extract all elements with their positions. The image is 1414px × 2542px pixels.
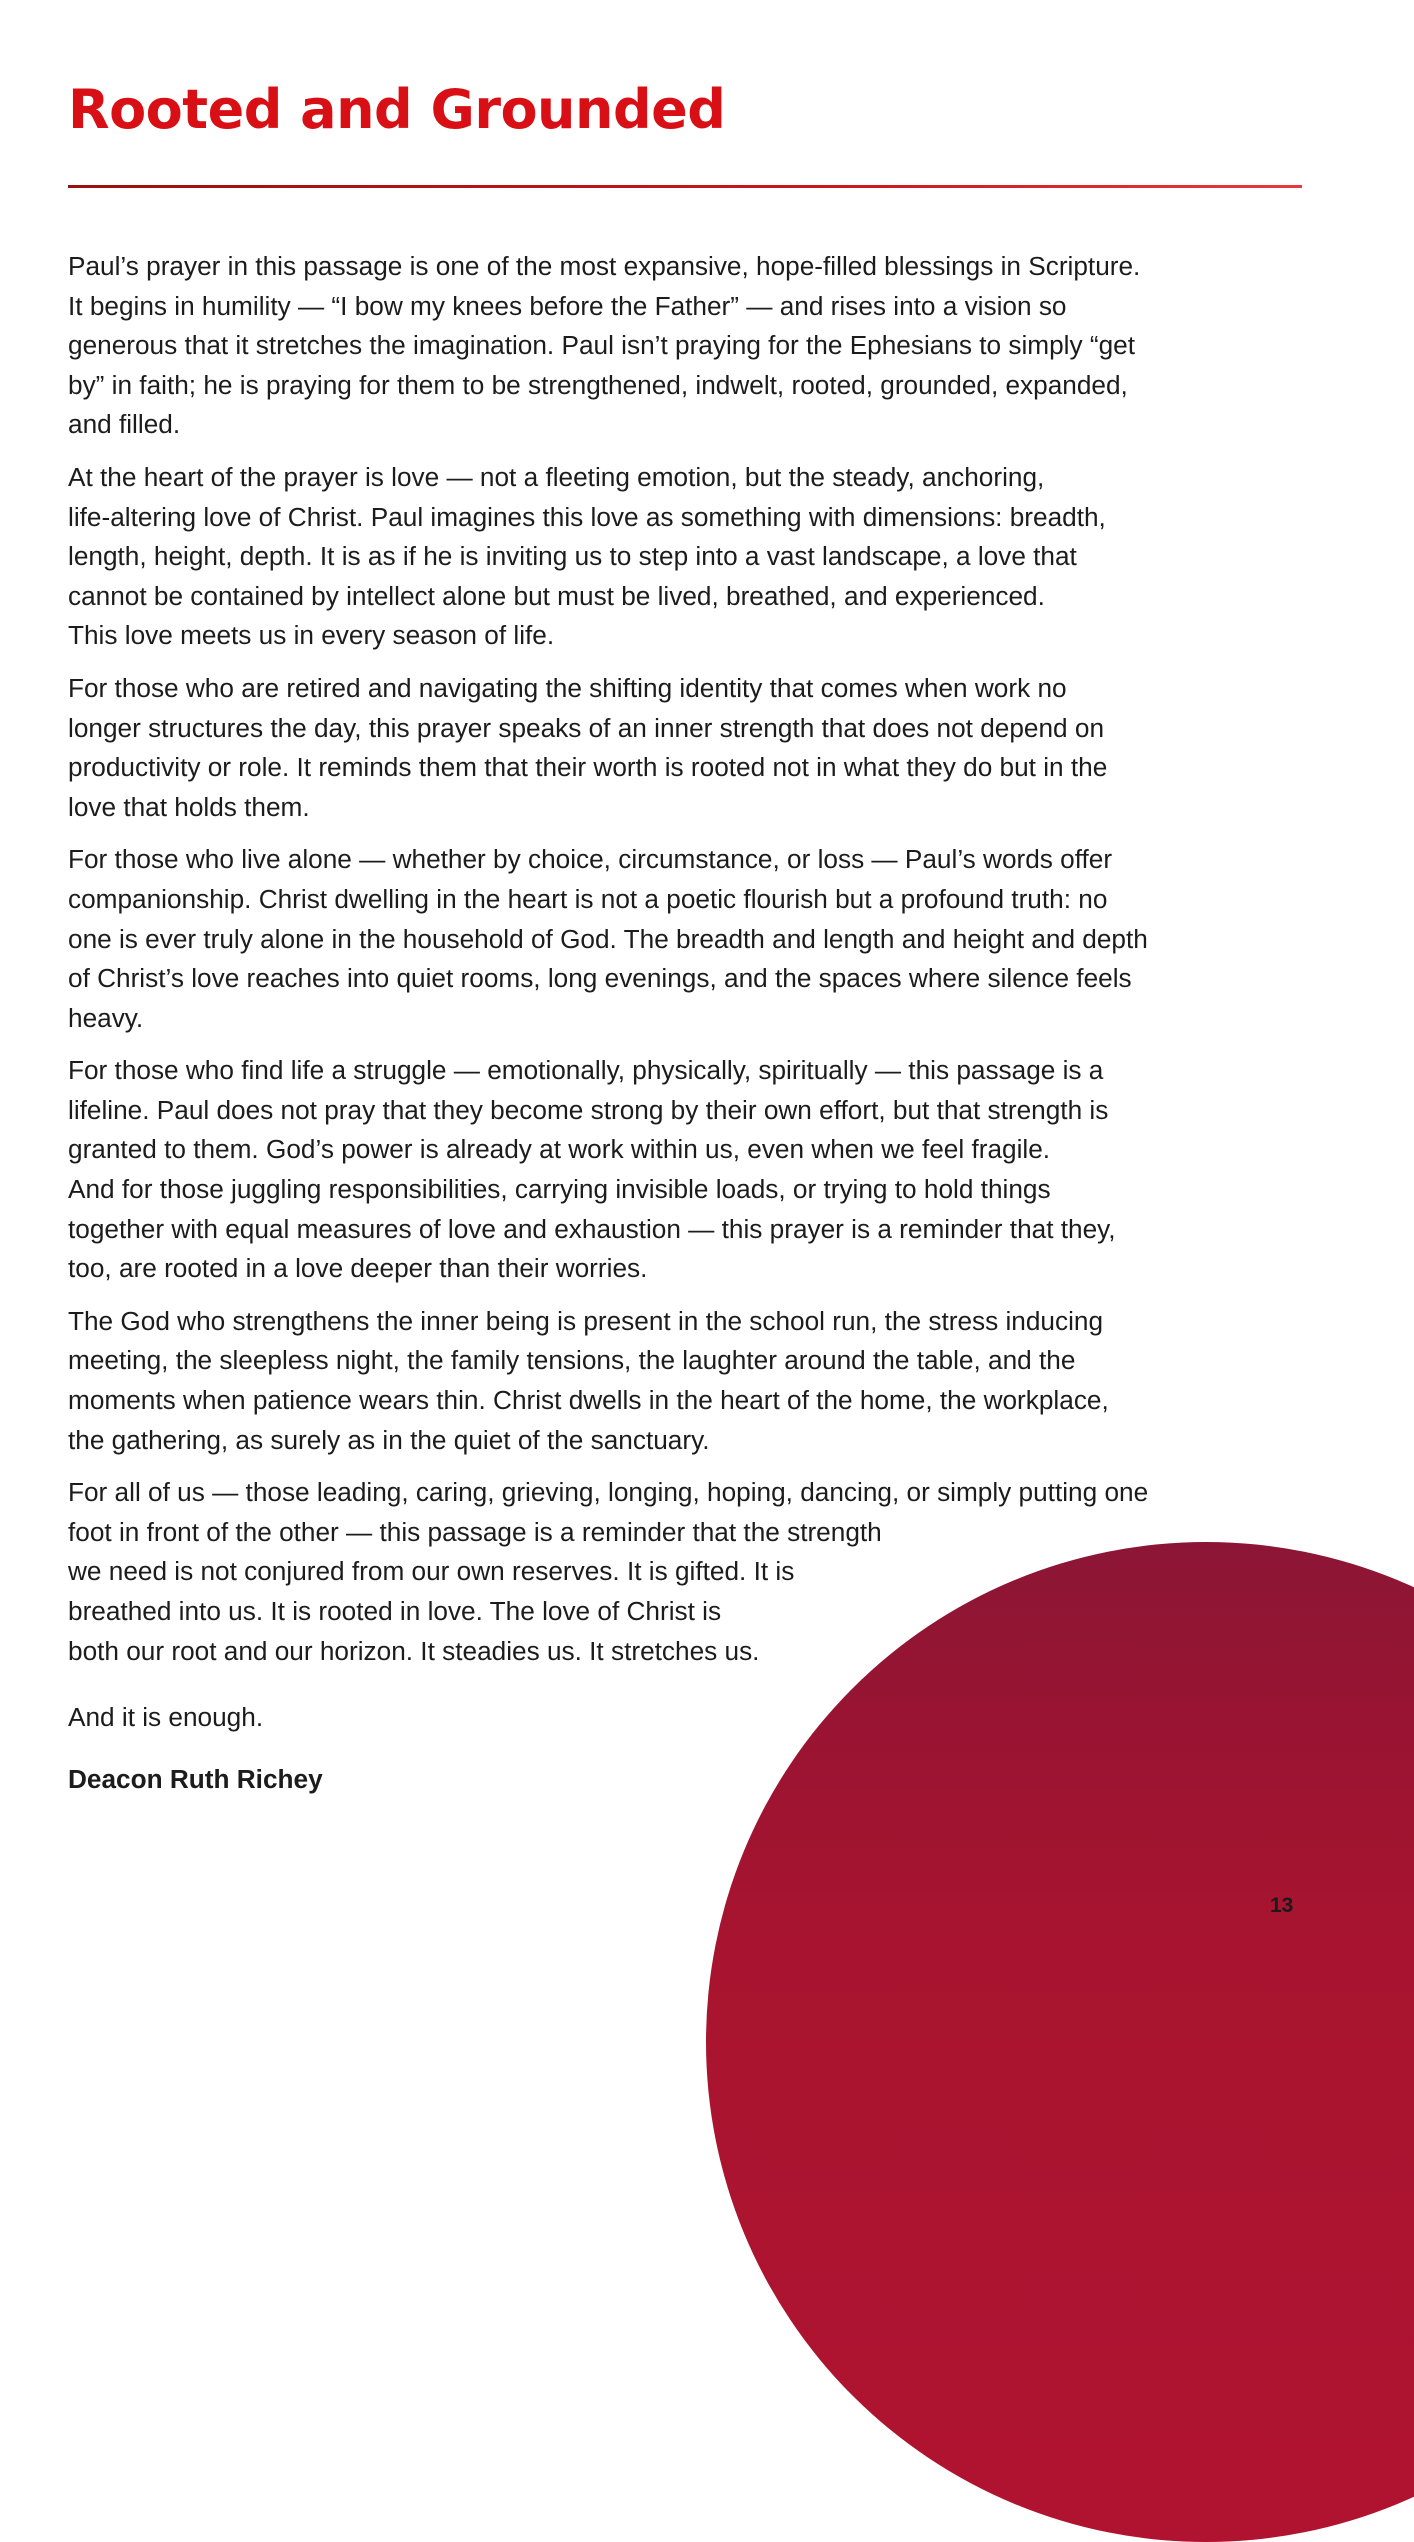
- page-number: 13: [1270, 1894, 1294, 1917]
- page-title: Rooted and Grounded: [68, 78, 726, 141]
- article-body: [68, 247, 1318, 1812]
- paragraph-3: For those who are retired and navigating the shifting identity that comes when work no longer structures the day, this prayer speaks of an inner strength that does not depend on productivity or role. It reminds them that their worth is rooted not in what they do but in the love that holds them.: [68, 672, 1108, 822]
- paragraph-4: For those who live alone — whether by choice, circumstance, or loss — Paul’s words offer companionship. Christ dwelling in the heart is not a poetic flourish but a profound truth: no one is ever truly alone in the household of God. The breadth and length and height and depth of Christ’s love reaches into quiet rooms, long evenings, and the spaces where silence feels heavy.: [68, 844, 1148, 1033]
- paragraph-1: Paul’s prayer in this passage is one of the most expansive, hope-filled blessings in Scripture. It begins in humility — “I bow my knees before the Father” — and rises into a vision so generous that it stretches the imagination. Paul isn’t praying for the Ephesians to simply “get by” in faith; he is praying for them to be strengthened, indwelt, rooted, grounded, expanded, and filled.: [68, 251, 1141, 440]
- author-signature: Deacon Ruth Richey: [68, 1763, 323, 1794]
- closing-line: And it is enough.: [68, 1702, 264, 1733]
- title-divider: [68, 185, 1302, 188]
- paragraph-7: For all of us — those leading, caring, grieving, longing, hoping, dancing, or simply putting one foot in front of the other — this passage is a reminder that the strength we need is not conjured from our own reserves. It is gifted. It is breathed into us. It is rooted in love. The love of Christ is both our root and our horizon. It steadies us. It stretches us.: [68, 1477, 1149, 1666]
- paragraph-6: The God who strengthens the inner being is present in the school run, the stress inducing meeting, the sleepless night, the family tensions, the laughter around the table, and the moments when patience wears thin. Christ dwells in the heart of the home, the workplace, the gathering, as surely as in the quiet of the sanctuary.: [68, 1305, 1109, 1455]
- paragraph-2: At the heart of the prayer is love — not a fleeting emotion, but the steady, anchoring, life-altering love of Christ. Paul imagines this love as something with dimensions: breadth, length, height, depth. It is as if he is inviting us to step into a vast landscape, a love that cannot be contained by intellect alone but must be lived, breathed, and experienced. This love meets us in every season of life.: [68, 461, 1106, 651]
- paragraph-5: For those who find life a struggle — emotionally, physically, spiritually — this passage is a lifeline. Paul does not pray that they become strong by their own effort, but that strength is granted to them. God’s power is already at work within us, even when we feel fragile. And for those juggling responsibilities, carrying invisible loads, or trying to hold things together with equal measures of love and exhaustion — this prayer is a reminder that they, too, are rooted in a love deeper than their worries.: [68, 1055, 1116, 1284]
